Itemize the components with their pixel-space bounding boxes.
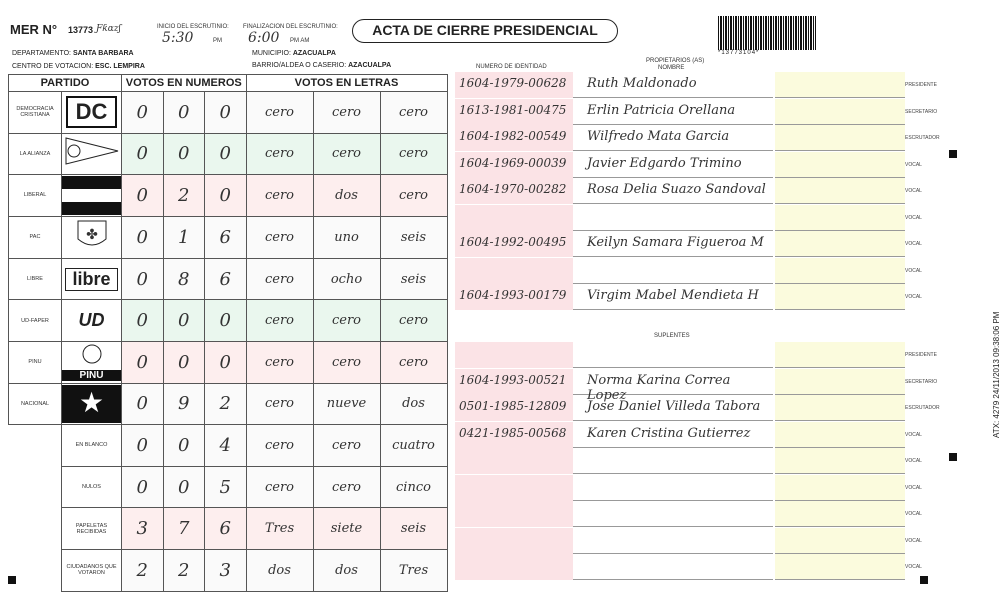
suplentes-row xyxy=(455,528,905,554)
vote-row xyxy=(9,216,448,258)
votes-number-cell: 3 xyxy=(122,508,164,550)
votes-number-cell: 0 xyxy=(122,341,164,383)
identity-cell xyxy=(455,99,573,125)
name-cell xyxy=(573,422,773,448)
role-label: ESCRUTADOR xyxy=(905,405,940,411)
identity-cell xyxy=(455,284,573,310)
signature-cell xyxy=(775,152,905,178)
votes-letter-cell: cero xyxy=(246,300,313,342)
propietarios-row xyxy=(455,231,905,257)
role-label: PRESIDENTE xyxy=(905,82,937,88)
identity-number: 1604-1993-00179 xyxy=(459,288,567,302)
propietarios-row xyxy=(455,178,905,204)
barrio-label: BARRIO/ALDEA O CASERIO: xyxy=(252,62,347,69)
member-name: Karen Cristina Gutierrez xyxy=(587,425,751,441)
votes-number-cell: 2 xyxy=(163,549,205,591)
votes-letter-cell: cero xyxy=(246,216,313,258)
name-cell xyxy=(573,152,773,178)
svg-text:✤: ✤ xyxy=(85,225,98,242)
votes-number-cell: 0 xyxy=(122,466,164,508)
votes-letter-cell: nueve xyxy=(313,383,380,425)
signature-cell xyxy=(775,125,905,151)
votes-number-cell: 8 xyxy=(163,258,205,300)
vote-row xyxy=(9,133,448,175)
identity-number: 0421-1985-00568 xyxy=(459,425,567,440)
member-name: Ruth Maldonado xyxy=(587,76,697,91)
votes-number-cell: 0 xyxy=(163,425,205,467)
party-logo: UD xyxy=(62,300,122,342)
signature-cell xyxy=(775,501,905,527)
identity-cell xyxy=(455,205,573,231)
votes-letter-cell: cero xyxy=(380,341,447,383)
centro-label: CENTRO DE VOTACION: xyxy=(12,63,94,70)
identity-cell xyxy=(455,342,573,368)
vote-row xyxy=(9,92,448,134)
identity-number: 1604-1992-00495 xyxy=(459,235,567,249)
identity-cell xyxy=(455,395,573,421)
nombre-label: NOMBRE xyxy=(658,65,685,71)
name-cell xyxy=(573,125,773,151)
suplentes-row xyxy=(455,422,905,448)
party-name: NULOS xyxy=(62,466,122,508)
vote-row xyxy=(9,549,448,591)
votes-number-cell: 0 xyxy=(205,92,247,134)
party-name: PAC xyxy=(9,216,62,258)
role-label: ESCRUTADOR xyxy=(905,135,940,141)
identity-cell xyxy=(455,231,573,257)
member-name: Virgim Mabel Mendieta H xyxy=(587,288,759,303)
votes-letter-cell: cero xyxy=(246,425,313,467)
suplentes-row xyxy=(455,554,905,580)
identity-cell xyxy=(455,475,573,501)
member-name: Norma Karina Correa Lopez xyxy=(587,372,731,403)
votes-number-cell: 0 xyxy=(163,133,205,175)
role-label: VOCAL xyxy=(905,431,922,438)
barcode xyxy=(718,16,816,50)
propietarios-row xyxy=(455,284,905,310)
role-label: VOCAL xyxy=(905,458,922,464)
party-name: NACIONAL xyxy=(9,383,62,425)
vote-row xyxy=(9,175,448,217)
signature-cell xyxy=(775,231,905,257)
votes-letter-cell: cero xyxy=(313,341,380,383)
propietarios-row xyxy=(455,205,905,231)
role-label: VOCAL xyxy=(905,161,922,168)
identity-cell xyxy=(455,554,573,580)
identity-number: 1604-1970-00282 xyxy=(459,182,567,196)
votes-number-cell: 0 xyxy=(122,216,164,258)
signature-cell xyxy=(775,475,905,501)
votes-number-cell: 0 xyxy=(122,425,164,467)
identity-cell xyxy=(455,72,573,98)
votes-letter-cell: cero xyxy=(246,92,313,134)
role-label: VOCAL xyxy=(905,564,922,570)
party-name: LIBERAL xyxy=(9,175,62,217)
party-logo: DC xyxy=(62,92,122,134)
party-logo: ★ xyxy=(62,383,122,425)
barcode-text: *13773104* xyxy=(718,50,760,56)
votes-letter-cell: dos xyxy=(313,175,380,217)
numero-identidad-label: NUMERO DE IDENTIDAD xyxy=(476,64,547,70)
party-name: CIUDADANOS QUE VOTARON xyxy=(62,549,122,591)
name-cell xyxy=(573,99,773,125)
role-label: VOCAL xyxy=(905,484,922,491)
vote-row xyxy=(9,508,448,550)
role-label: VOCAL xyxy=(905,537,922,544)
vote-row xyxy=(9,383,448,425)
party-name: LIBRE xyxy=(9,258,62,300)
registration-mark xyxy=(8,576,16,584)
votes-number-cell: 0 xyxy=(122,92,164,134)
signature-cell xyxy=(775,72,905,98)
party-name: DEMOCRACIA CRISTIANA xyxy=(9,92,62,134)
votes-number-cell: 0 xyxy=(205,175,247,217)
row-spacer xyxy=(9,508,62,550)
name-cell xyxy=(573,554,773,580)
votes-letter-cell: cero xyxy=(380,300,447,342)
votes-letter-cell: cero xyxy=(313,466,380,508)
role-label: VOCAL xyxy=(905,214,922,221)
vote-row xyxy=(9,341,448,383)
suplentes-label: SUPLENTES xyxy=(654,333,690,339)
identity-number: 0501-1985-12809 xyxy=(459,399,567,413)
votes-number-cell: 3 xyxy=(205,549,247,591)
suplentes-row xyxy=(455,342,905,368)
col-numeros-header: VOTOS EN NUMEROS xyxy=(122,75,247,92)
identity-cell xyxy=(455,125,573,151)
party-logo: libre xyxy=(62,258,122,300)
votes-number-cell: 2 xyxy=(163,175,205,217)
inicio-label: INICIO DEL ESCRUTINIO: xyxy=(157,24,229,30)
role-label: VOCAL xyxy=(905,511,922,517)
votes-letter-cell: cero xyxy=(380,175,447,217)
votes-letter-cell: Tres xyxy=(246,508,313,550)
votes-letter-cell: seis xyxy=(380,258,447,300)
registration-mark xyxy=(949,150,957,158)
suplentes-row xyxy=(455,395,905,421)
suplentes-row xyxy=(455,501,905,527)
votes-number-cell: 0 xyxy=(122,383,164,425)
votes-number-cell: 1 xyxy=(163,216,205,258)
col-partido-header: PARTIDO xyxy=(9,75,122,92)
votes-letter-cell: cero xyxy=(246,466,313,508)
signature-cell xyxy=(775,369,905,395)
votes-letter-cell: cero xyxy=(246,133,313,175)
votes-letter-cell: siete xyxy=(313,508,380,550)
finalizacion-label: FINALIZACION DEL ESCRUTINIO: xyxy=(243,24,338,30)
member-name: Javier Edgardo Trimino xyxy=(587,155,742,171)
votes-letter-cell: cuatro xyxy=(380,425,447,467)
role-label: PRESIDENTE xyxy=(905,352,937,358)
signature-cell xyxy=(775,284,905,310)
registration-mark xyxy=(920,576,928,584)
name-cell xyxy=(573,284,773,310)
inicio-unit: PM xyxy=(213,38,222,44)
propietarios-row xyxy=(455,258,905,284)
votes-number-cell: 0 xyxy=(205,133,247,175)
member-name: Erlin Patricia Orellana xyxy=(587,102,736,118)
party-logo xyxy=(62,133,122,175)
finalizacion-value: 6:00 xyxy=(248,30,280,46)
identity-cell xyxy=(455,501,573,527)
votes-number-cell: 4 xyxy=(205,425,247,467)
signature-cell xyxy=(775,448,905,474)
name-cell xyxy=(573,231,773,257)
votes-number-cell: 7 xyxy=(163,508,205,550)
mer-number: 13773 xyxy=(68,25,94,35)
name-cell xyxy=(573,501,773,527)
suplentes-row xyxy=(455,369,905,403)
vote-row xyxy=(9,425,448,467)
votes-number-cell: 5 xyxy=(205,466,247,508)
votes-number-cell: 9 xyxy=(163,383,205,425)
identity-cell xyxy=(455,178,573,204)
votes-number-cell: 0 xyxy=(122,300,164,342)
propietarios-label: PROPIETARIOS (AS) xyxy=(646,58,705,64)
departamento-label: DEPARTAMENTO: xyxy=(12,50,71,57)
party-name: EN BLANCO xyxy=(62,425,122,467)
registration-mark xyxy=(949,453,957,461)
votes-letter-cell: seis xyxy=(380,216,447,258)
votes-number-cell: 6 xyxy=(205,258,247,300)
suplentes-row xyxy=(455,448,905,474)
votes-letter-cell: cero xyxy=(246,341,313,383)
role-label: VOCAL xyxy=(905,267,922,274)
identity-number: 1604-1993-00521 xyxy=(459,372,567,387)
party-logo xyxy=(62,175,122,217)
vote-row xyxy=(9,258,448,300)
votes-letter-cell: cero xyxy=(313,300,380,342)
votes-number-cell: 0 xyxy=(122,133,164,175)
propietarios-row xyxy=(455,72,905,98)
votes-table xyxy=(8,74,448,592)
name-cell xyxy=(573,395,773,421)
votes-letter-cell: dos xyxy=(246,549,313,591)
barrio-value: AZACUALPA xyxy=(348,62,392,69)
propietarios-row xyxy=(455,99,905,125)
document-title: ACTA DE CIERRE PRESIDENCIAL xyxy=(352,19,618,43)
municipio-label: MUNICIPIO: xyxy=(252,50,291,57)
identity-cell xyxy=(455,448,573,474)
signature-cell xyxy=(775,554,905,580)
signature-cell xyxy=(775,258,905,284)
name-cell xyxy=(573,475,773,501)
signature-cell xyxy=(775,342,905,368)
votes-letter-cell: cero xyxy=(313,133,380,175)
votes-number-cell: 6 xyxy=(205,508,247,550)
votes-letter-cell: uno xyxy=(313,216,380,258)
votes-number-cell: 0 xyxy=(163,341,205,383)
fax-stamp: ATX: 4279 24/11/2013 09:38:06 PM xyxy=(992,311,1001,438)
identity-cell xyxy=(455,528,573,554)
votes-number-cell: 6 xyxy=(205,216,247,258)
signature-cell xyxy=(775,99,905,125)
name-cell xyxy=(573,72,773,98)
votes-number-cell: 2 xyxy=(205,383,247,425)
member-name: Wilfredo Mata Garcia xyxy=(587,129,730,144)
party-logo: PINU xyxy=(62,341,122,383)
inicio-value: 5:30 xyxy=(162,30,194,46)
votes-number-cell: 0 xyxy=(205,341,247,383)
votes-letter-cell: cero xyxy=(246,258,313,300)
votes-number-cell: 0 xyxy=(122,258,164,300)
departamento-value: SANTA BARBARA xyxy=(72,50,134,57)
finalizacion-unit: PM AM xyxy=(290,38,310,44)
role-label: VOCAL xyxy=(905,188,922,194)
vote-row xyxy=(9,300,448,342)
votes-letter-cell: cero xyxy=(246,175,313,217)
row-spacer xyxy=(9,549,62,591)
municipio-value: AZACUALPA xyxy=(292,50,336,57)
signature-cell xyxy=(775,422,905,448)
name-cell xyxy=(573,205,773,231)
votes-letter-cell: cero xyxy=(246,383,313,425)
propietarios-row xyxy=(455,125,905,151)
signature-cell xyxy=(775,205,905,231)
votes-letter-cell: ocho xyxy=(313,258,380,300)
role-label: SECRETARIO xyxy=(905,108,938,115)
suplentes-row xyxy=(455,475,905,501)
identity-cell xyxy=(455,152,573,178)
member-name: Keilyn Samara Figueroa M xyxy=(587,235,764,250)
name-cell xyxy=(573,178,773,204)
role-label: VOCAL xyxy=(905,241,922,247)
propietarios-row xyxy=(455,152,905,178)
name-cell xyxy=(573,448,773,474)
name-cell xyxy=(573,342,773,368)
identity-number: 1604-1969-00039 xyxy=(459,155,567,170)
identity-cell xyxy=(455,369,573,395)
name-cell xyxy=(573,258,773,284)
votes-letter-cell: dos xyxy=(380,383,447,425)
votes-letter-cell: cero xyxy=(313,425,380,467)
identity-cell xyxy=(455,258,573,284)
member-name: Rosa Delia Suazo Sandoval xyxy=(587,182,766,197)
members-panel xyxy=(455,62,905,597)
identity-number: 1604-1982-00549 xyxy=(459,129,567,143)
mer-label: MER N° xyxy=(10,22,58,37)
votes-letter-cell: cero xyxy=(380,133,447,175)
member-name: Jose Daniel Villeda Tabora xyxy=(587,399,761,414)
party-name: UD-FAPER xyxy=(9,300,62,342)
centro-value: ESC. LEMPIRA xyxy=(95,63,145,70)
votes-letter-cell: Tres xyxy=(380,549,447,591)
col-letras-header: VOTOS EN LETRAS xyxy=(246,75,447,92)
row-spacer xyxy=(9,425,62,467)
votes-letter-cell: cinco xyxy=(380,466,447,508)
role-label: SECRETARIO xyxy=(905,378,938,385)
votes-letter-cell: seis xyxy=(380,508,447,550)
votes-number-cell: 2 xyxy=(122,549,164,591)
party-name: PINU xyxy=(9,341,62,383)
votes-letter-cell: dos xyxy=(313,549,380,591)
votes-number-cell: 0 xyxy=(163,466,205,508)
identity-cell xyxy=(455,422,573,448)
vote-row xyxy=(9,466,448,508)
signature-cell xyxy=(775,178,905,204)
votes-number-cell: 0 xyxy=(163,92,205,134)
party-name: LA ALIANZA xyxy=(9,133,62,175)
votes-letter-cell: cero xyxy=(313,92,380,134)
party-logo xyxy=(62,216,122,258)
name-cell xyxy=(573,369,773,403)
votes-number-cell: 0 xyxy=(163,300,205,342)
votes-letter-cell: cero xyxy=(380,92,447,134)
role-label: VOCAL xyxy=(905,294,922,300)
votes-number-cell: 0 xyxy=(205,300,247,342)
signature-cell xyxy=(775,528,905,554)
identity-number: 1604-1979-00628 xyxy=(459,76,567,90)
mer-signature: Ƒƙɑzʃ xyxy=(96,24,121,34)
votes-number-cell: 0 xyxy=(122,175,164,217)
row-spacer xyxy=(9,466,62,508)
party-name: PAPELETAS RECIBIDAS xyxy=(62,508,122,550)
identity-number: 1613-1981-00475 xyxy=(459,102,567,117)
name-cell xyxy=(573,528,773,554)
signature-cell xyxy=(775,395,905,421)
